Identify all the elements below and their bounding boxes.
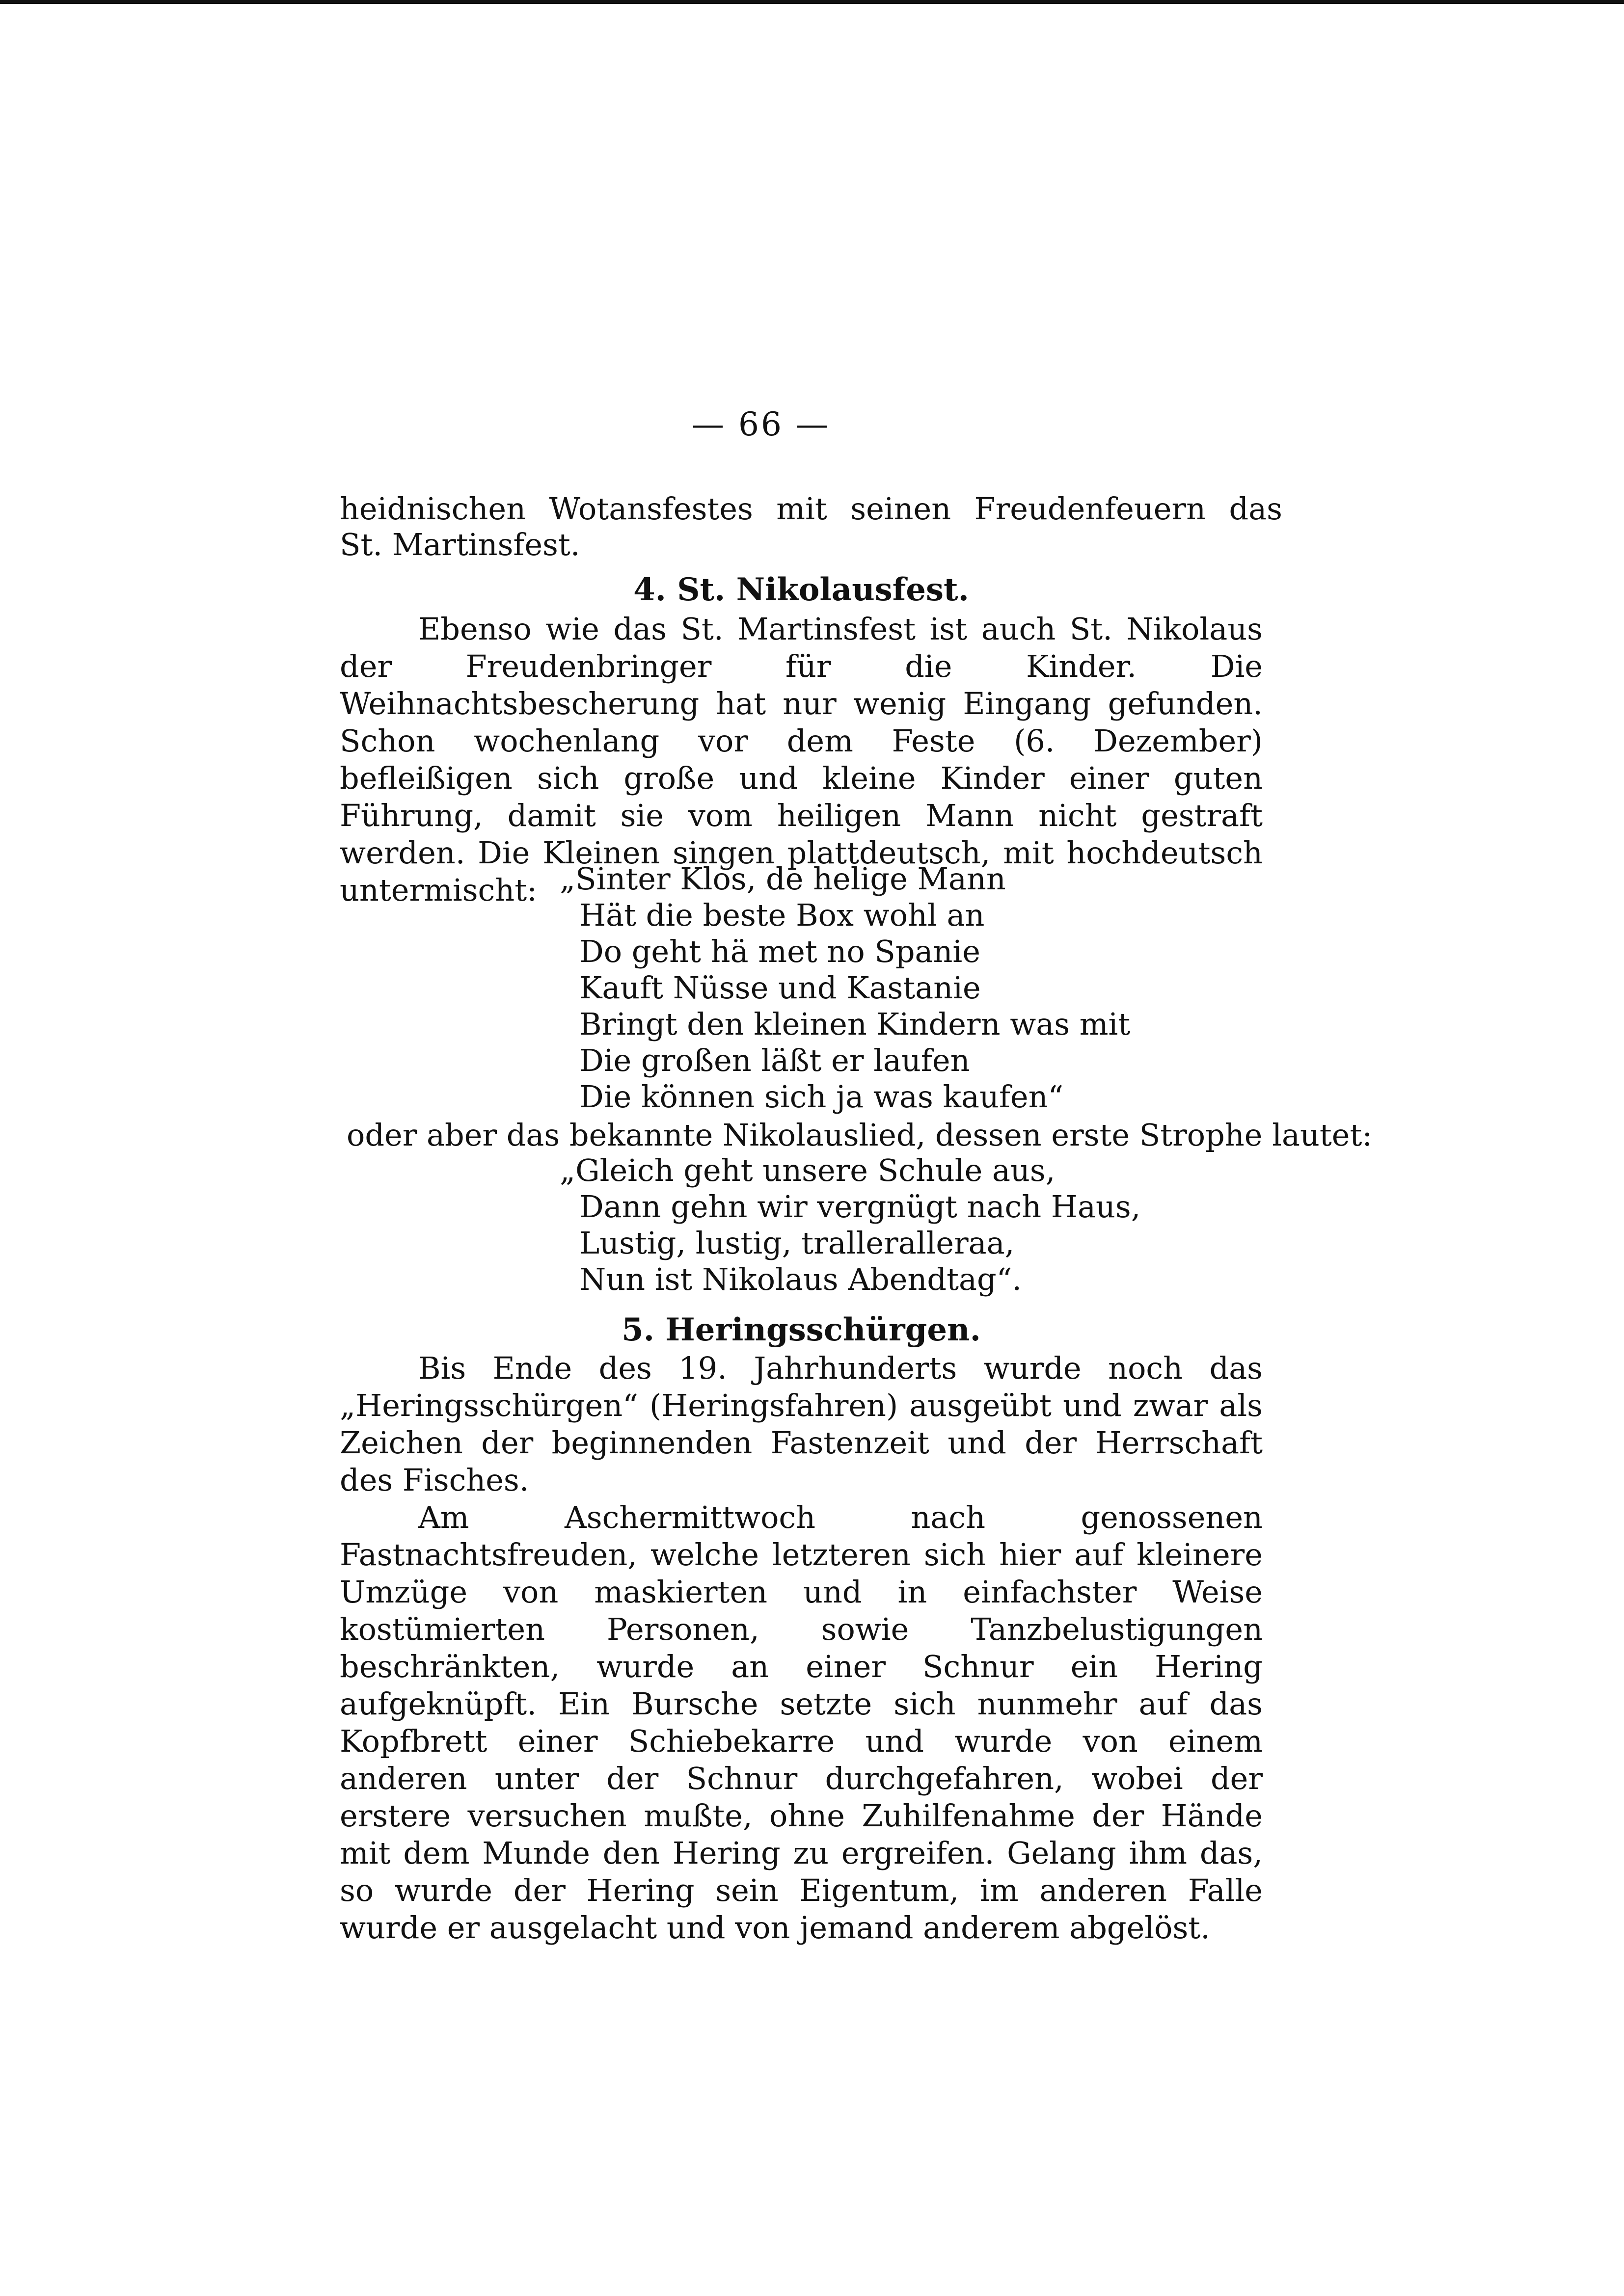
verse-1-line: „Sinter Klos, de helige Mann	[560, 861, 1006, 897]
verse-1-line: Bringt den kleinen Kindern was mit	[579, 1006, 1131, 1042]
nikolaus-verse-1	[560, 861, 1130, 1115]
verse-1-line: Hät die beste Box wohl an	[579, 897, 985, 933]
verse-1-line: Die können sich ja was kaufen“	[579, 1079, 1064, 1115]
verse-2-line: Dann gehn wir vergnügt nach Haus,	[579, 1189, 1141, 1225]
verse-1-line: Do geht hä met no Spanie	[579, 934, 980, 969]
intro-line-1: heidnischen Wotansfestes mit seinen Freudenfeuern das	[340, 491, 1282, 527]
nikolaus-verse-2	[560, 1152, 1140, 1298]
verse-2-line: „Gleich geht unsere Schule aus,	[560, 1152, 1056, 1188]
verse-1-line: Die großen läßt er laufen	[579, 1042, 970, 1078]
intro-line-2	[340, 526, 1263, 563]
verse-1-line: Kauft Nüsse und Kastanie	[579, 970, 981, 1006]
section-4-bridge: oder aber das bekannte Nikolauslied, dessen erste Strophe lautet:	[347, 1117, 1373, 1153]
top-border-rule	[0, 0, 1624, 4]
section-5-heading: 5. Heringsschürgen.	[622, 1311, 981, 1348]
section-4-paragraph: Ebenso wie das St. Martinsfest ist auch St. Nikolaus der Freudenbringer für die Kinder. Die Weihnachtsbescherung hat nur wenig Eingang gefunden. Schon wochenlang vor dem Feste (6. Dezember) befleißigen sich große und kleine Kinder einer guten Führung, damit sie vom heiligen Mann nicht gestraft werden. Die Kleinen singen plattdeutsch, mit hochdeutsch untermischt:	[340, 611, 1263, 908]
intro-line-2-text: St. Martinsfest.	[340, 527, 580, 562]
section-5-body	[340, 1350, 1263, 1947]
section-5-paragraph-1: Bis Ende des 19. Jahrhunderts wurde noch das „Heringsschürgen“ (Heringsfahren) ausgeübt und zwar als Zeichen der beginnenden Fastenzeit und der Herrschaft des Fisches.	[340, 1350, 1263, 1498]
page-number: — 66 —	[692, 405, 830, 443]
section-4-heading: 4. St. Nikolausfest.	[633, 571, 969, 608]
verse-2-line: Lustig, lustig, tralleralleraa,	[579, 1225, 1015, 1261]
section-5-paragraph-2: Am Aschermittwoch nach genossenen Fastnachtsfreuden, welche letzteren sich hier auf kleinere Umzüge von maskierten und in einfachster Weise kostümierten Personen, sowie Tanzbelustigungen beschränkten, wurde an einer Schnur ein Hering aufgeknüpft. Ein Bursche setzte sich nunmehr auf das Kopfbrett einer Schiebekarre und wurde von einem anderen unter der Schnur durchgefahren, wobei der erstere versuchen mußte, ohne Zuhilfenahme der Hände mit dem Munde den Hering zu ergreifen. Gelang ihm das, so wurde der Hering sein Eigentum, im anderen Falle wurde er ausgelacht und von jemand anderem abgelöst.	[340, 1499, 1263, 1946]
verse-2-line: Nun ist Nikolaus Abendtag“.	[579, 1261, 1022, 1297]
